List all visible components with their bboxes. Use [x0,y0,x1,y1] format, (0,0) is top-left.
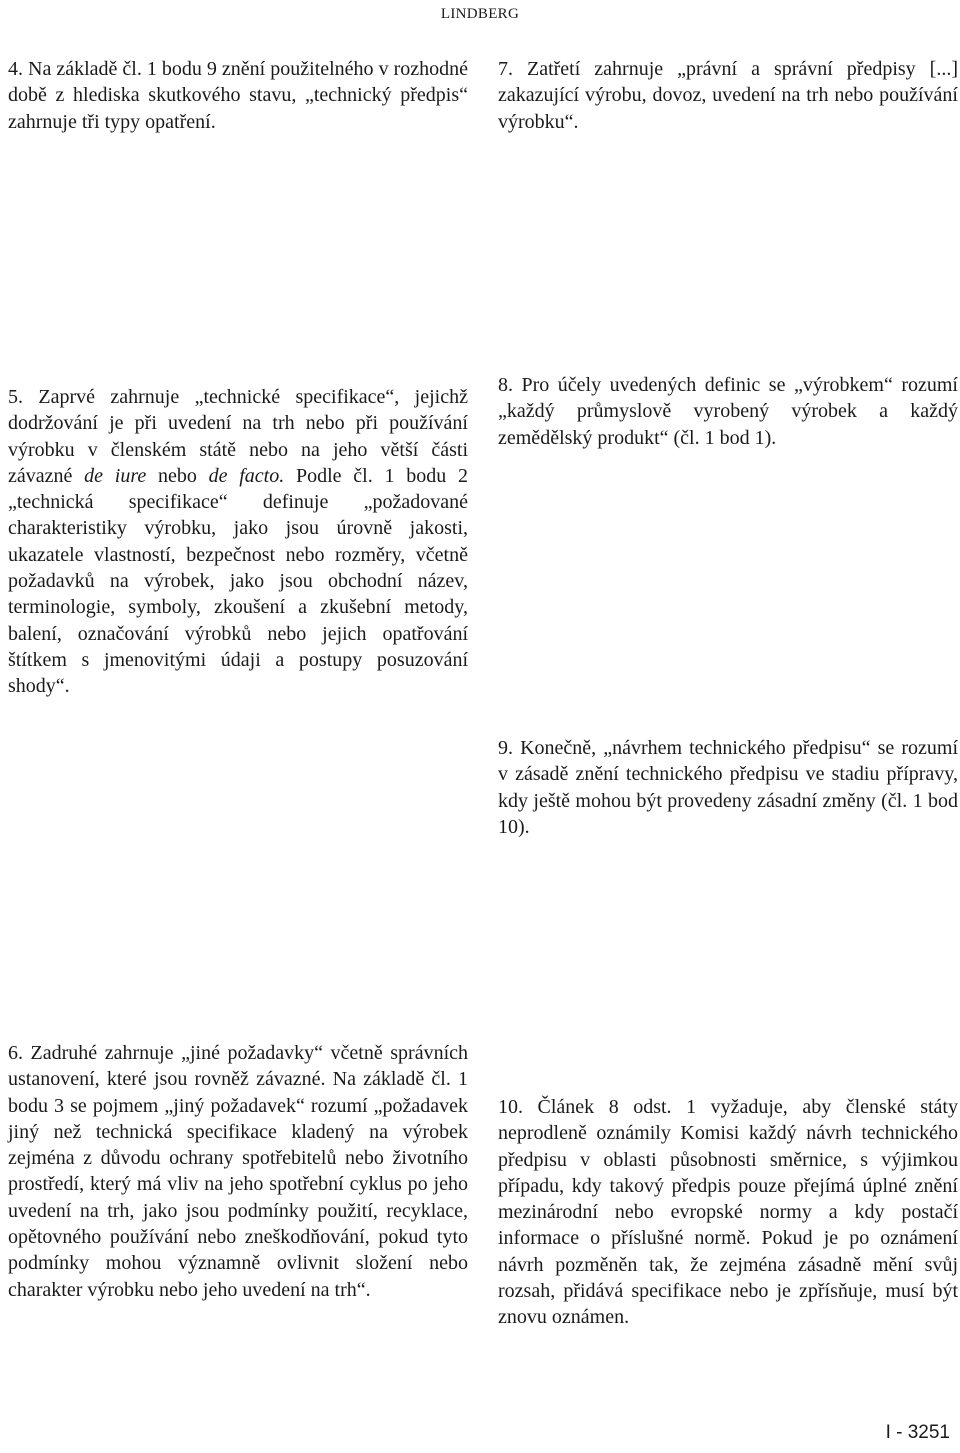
page-number: I - 3251 [885,1422,950,1443]
running-header: LINDBERG [440,6,520,22]
paragraph-5 [8,384,468,700]
paragraph-5-text-3: Podle čl. 1 bodu 2 „technická specifikace“ definuje „požadované charakteristiky výrobku, jako jsou úrovně jakosti, ukazatele vlastností, bezpečnost nebo rozměry, včetně požadavků na výrobek, jako jsou obchodní název, terminologie, symboly, zkoušení a zkušební metody, balení, označování výrobků nebo jejich opatřování štítkem s jmenovitými údaji a postupy posuzování shody“. [8,464,468,698]
paragraph-5-italic-de-facto: de facto. [208,464,285,487]
paragraph-5-text-1: 5. Zaprvé zahrnuje „technické specifikace“, jejichž dodržování je při uvedení na trh nebo při používání výrobku v členském státě nebo na jeho větší části závazné [8,386,468,487]
paragraph-7: 7. Zatřetí zahrnuje „právní a správní předpisy [...] zakazující výrobu, dovoz, uvedení na trh nebo používání výrobku“. [498,58,958,133]
paragraph-8: 8. Pro účely uvedených definic se „výrobkem“ rozumí „každý průmyslově vyrobený výrobek a každý zemědělský produkt“ (čl. 1 bod 1). [498,374,958,449]
paragraph-4: 4. Na základě čl. 1 bodu 9 znění použitelného v rozhodné době z hlediska skutkového stavu, „technický předpis“ zahrnuje tři typy opatření. [8,58,468,133]
paragraph-5-text-2: nebo [146,464,209,487]
paragraph-6: 6. Zadruhé zahrnuje „jiné požadavky“ včetně správních ustanovení, které jsou rovněž závazné. Na základě čl. 1 bodu 3 se pojmem „jiný požadavek“ rozumí „požadavek jiný než technická specifikace kladený na výrobek zejména z důvodu ochrany spotřebitelů nebo životního prostředí, který má vliv na jeho spotřební cyklus po jeho uvedení na trh, jako jsou podmínky použití, recyklace, opětovného používání nebo zneškodňování, pokud tyto podmínky mohou významně ovlivnit složení nebo charakter výrobku nebo jeho uvedení na trh“. [8,1042,468,1301]
paragraph-9: 9. Konečně, „návrhem technického předpisu“ se rozumí v zásadě znění technického předpisu ve stadiu přípravy, kdy ještě mohou být provedeny zásadní změny (čl. 1 bod 10). [498,737,958,838]
paragraph-5-italic-de-iure: de iure [84,464,147,487]
paragraph-10: 10. Článek 8 odst. 1 vyžaduje, aby členské státy neprodleně oznámily Komisi každý návrh technického předpisu v oblasti působnosti směrnice, s výjimkou případu, kdy takový předpis pouze přejímá úplné znění mezinárodní nebo evropské normy a kdy postačí informace o příslušné normě. Pokud je po oznámení návrh pozměněn tak, že zejména zásadně mění svůj rozsah, přidává specifikace nebo je zpřísňuje, musí být znovu oznámen. [498,1096,958,1329]
